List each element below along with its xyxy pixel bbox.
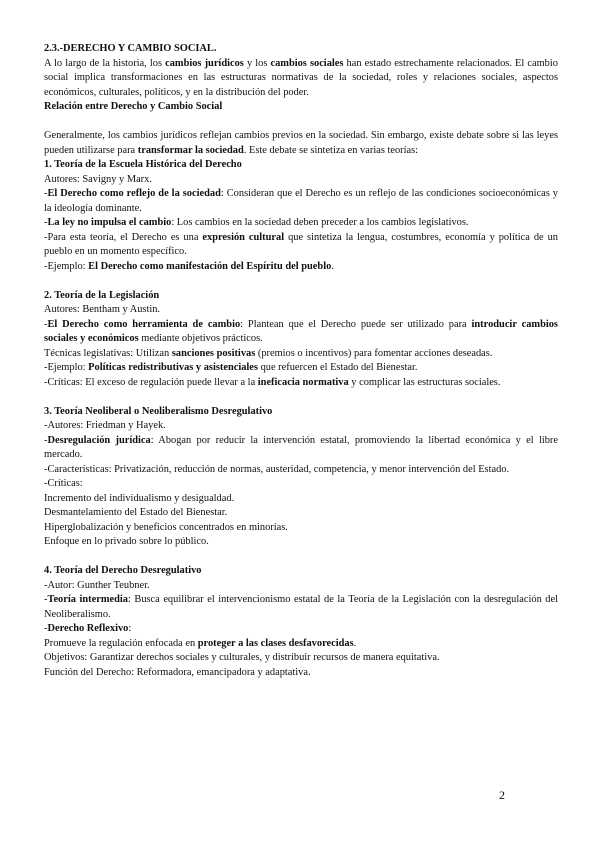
theory4-authors: -Autor: Gunther Teubner. — [44, 579, 150, 591]
section-title: 2.3.-DERECHO Y CAMBIO SOCIAL. — [44, 43, 217, 54]
theory1-authors: Autores: Savigny y Marx. — [44, 173, 152, 185]
theory4-heading: 4. Teoría del Derecho Desregulativo — [44, 565, 202, 576]
page-number: 2 — [499, 788, 505, 802]
theory3-critics-label: -Críticas: — [44, 478, 83, 489]
theory2-authors: Autores: Bentham y Austin. — [44, 304, 161, 315]
relation-heading: Relación entre Derecho y Cambio Social — [44, 101, 223, 112]
theory4-line1: -Teoría intermedia: Busca equilibrar el intervencionismo estatal de la Teoría de la Legislación con la desregulación del Neoliberalismo. — [44, 594, 558, 620]
theory1-line3: -Para esta teoría, el Derecho es una expresión cultural que sintetiza la lengua, costumbres, economía y política de un pueblo en un momento específico. — [44, 231, 559, 257]
theory2-example: -Ejemplo: Políticas redistributivas y asistenciales que refuercen el Estado del Bienestar. — [44, 362, 418, 373]
theory2-critics: -Críticas: El exceso de regulación puede llevar a la ineficacia normativa y complicar las estructuras sociales. — [44, 376, 501, 388]
theory4-function: Función del Derecho: Reformadora, emancipadora y adaptativa. — [44, 666, 311, 678]
theory1-heading: 1. Teoría de la Escuela Histórica del Derecho — [44, 159, 242, 170]
theory3-heading: 3. Teoría Neoliberal o Neoliberalismo Desregulativo — [44, 405, 273, 417]
theory3-characteristics: -Características: Privatización, reducción de normas, austeridad, competencia, y menor intervención del Estado. — [44, 463, 510, 475]
theory1-line1: -El Derecho como reflejo de la sociedad: Consideran que el Derecho es un reflejo de las condiciones socioeconómicas y la ideología dominante. — [44, 188, 559, 214]
document-page — [44, 42, 558, 680]
theory3-critic-3: Hiperglobalización y beneficios concentrados en minorías. — [44, 521, 288, 533]
theory2-line2: Técnicas legislativas: Utilizan sanciones positivas (premios o incentivos) para fomentar acciones deseadas. — [44, 347, 493, 359]
theory2-heading: 2. Teoría de la Legislación — [44, 289, 160, 301]
theory4-objectives: Objetivos: Garantizar derechos sociales y culturales, y distribuir recursos de manera equitativa. — [44, 652, 440, 663]
theory3-critic-4: Enfoque en lo privado sobre lo público. — [44, 536, 209, 547]
theory1-example: -Ejemplo: El Derecho como manifestación del Espíritu del pueblo. — [44, 260, 334, 272]
theory4-line2: -Derecho Reflexivo: — [44, 623, 132, 634]
theory3-critic-2: Desmantelamiento del Estado del Bienestar. — [44, 507, 228, 518]
theory1-line2: -La ley no impulsa el cambio: Los cambios en la sociedad deben preceder a los cambios legislativos. — [44, 217, 469, 228]
theory3-authors: -Autores: Friedman y Hayek. — [44, 420, 166, 431]
theory3-critic-1: Incremento del individualismo y desigualdad. — [44, 492, 235, 504]
theory4-line3: Promueve la regulación enfocada en proteger a las clases desfavorecidas. — [44, 637, 357, 649]
theory2-line1: -El Derecho como herramienta de cambio: Plantean que el Derecho puede ser utilizado para introducir cambios sociales y económicos mediante objetivos prácticos. — [44, 318, 558, 344]
relation-paragraph: Generalmente, los cambios jurídicos reflejan cambios previos en la sociedad. Sin embargo, existe debate sobre si las leyes pueden utilizarse para transformar la sociedad. Este debate se sintetiza en varias teorías: — [44, 130, 558, 156]
intro-paragraph: A lo largo de la historia, los cambios jurídicos y los cambios sociales han estado estrechamente relacionados. El cambio social implica transformaciones en las estructuras normativas de la sociedad, roles y relaciones sociales, aspectos económicos, culturales, políticos, y en la distribución del poder. — [44, 57, 558, 98]
theory3-line1: -Desregulación jurídica: Abogan por reducir la intervención estatal, promoviendo la libertad económica y el libre mercado. — [44, 434, 558, 460]
